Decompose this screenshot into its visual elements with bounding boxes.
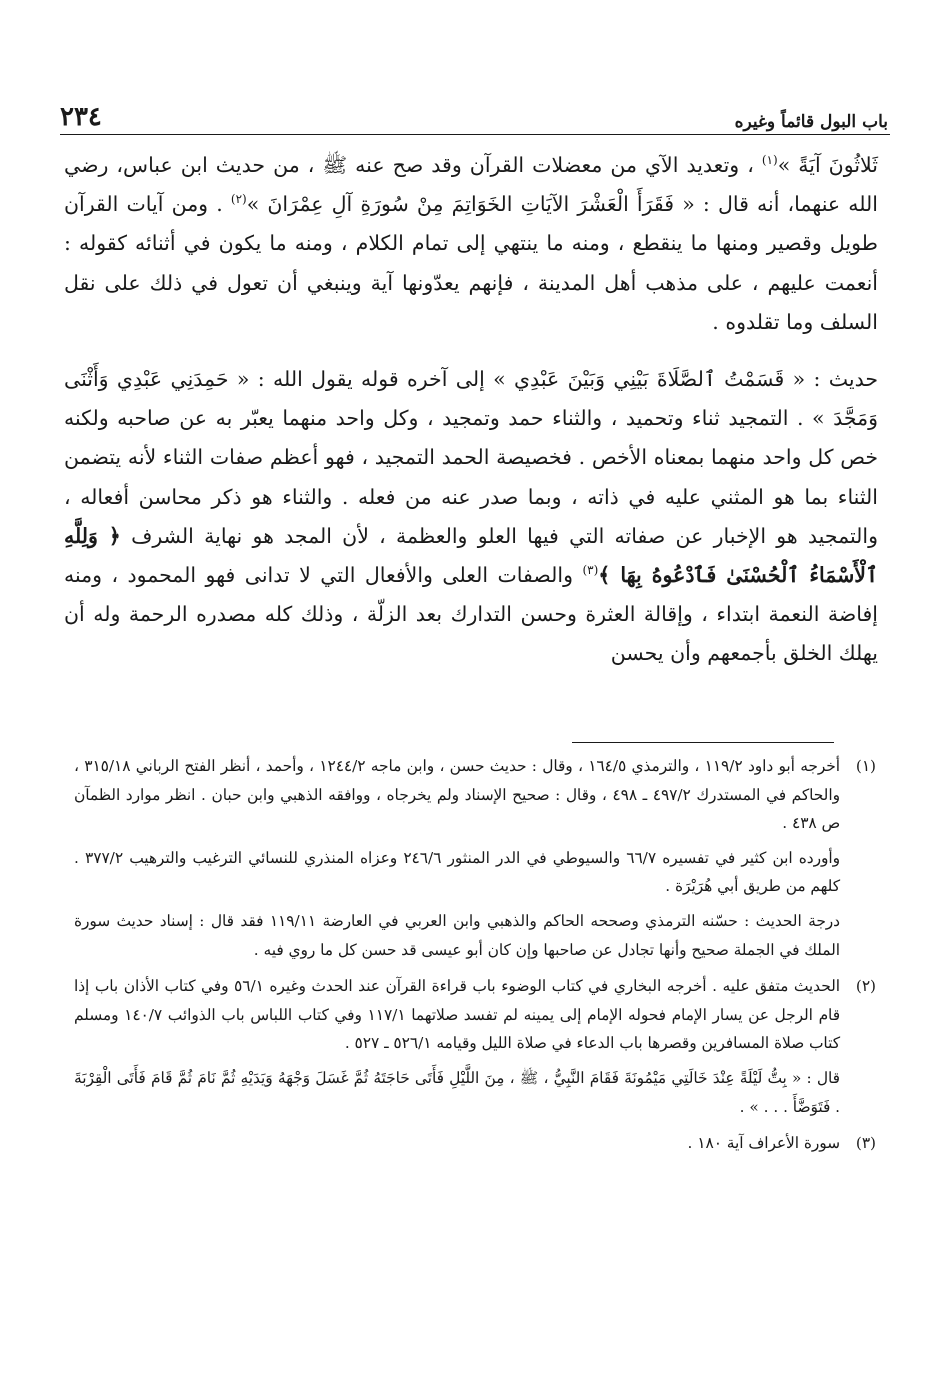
footnote-divider	[572, 742, 834, 743]
paragraph-2-end: والصفات العلى والأفعال التي لا تدانى فهو المحمود ، ومنه إفاضة النعمة ابتداء ، وإقالة العثرة وحسن التدارك بعد الزلّة ، وذلك كله مصدره الرحمة وله أن يهلك الخلق بأجمعهم وأن يحسن	[64, 563, 878, 666]
running-title: باب البول قائماً وغيره	[734, 112, 888, 132]
footnote-3-text: (٣)سورة الأعراف آية ١٨٠ .	[687, 1134, 876, 1153]
footnote-ref-3: (٣)	[582, 563, 599, 578]
paragraph-2-start: حديث : « قَسَمْتُ ٱلصَّلَاةَ بَيْنِي وَبَيْنَ عَبْدِي » إلى آخره قوله يقول الله : « حَمِدَنِي عَبْدِي وَأَثْنَى وَمَجَّدَ » . التمجيد ثناء وتحميد ، والثناء حمد وتمجيد ، وكل واحد منهما يعبّر به عن صاحبه ولكنه خص كل واحد منهما بمعناه الأخص . فخصيصة الحمد التمجيد ، فهو أعظم صفات الثناء لأنه يتضمن الثناء بما هو المثني عليه في ذاته ، وبما صدر عنه من فعله . والثناء هو ذكر محاسن أفعاله ، والتمجيد هو الإخبار عن صفاته التي فيها العلو والعظمة ، لأن المجد هو نهاية الشرف	[64, 367, 878, 548]
main-text	[64, 146, 878, 674]
page-header	[60, 96, 888, 132]
footnote-3	[74, 1129, 876, 1158]
footnote-1-extra: وأورده ابن كثير في تفسيره ٦٦/٧ والسيوطي في الدر المنثور ٢٤٦/٦ وعزاه المنذري للنسائي الترغيب والترهيب ٣٧٧/٢ . كلهم من طريق أبي هُرَيْرَة .	[74, 848, 840, 896]
footnote-ref-2: (٢)	[230, 192, 247, 207]
paragraph-1-start: ثَلاثُونَ آيَةً »	[777, 153, 878, 177]
quran-verse: ﴿ وَلِلَّهِ ٱلْأَسْمَاءُ ٱلْحُسْنَىٰ فَٱدْعُوهُ بِهَا ﴾	[64, 523, 878, 588]
paragraph-1-end: . ومن آيات القرآن طويل وقصير ومنها ما ينقطع ، ومنه ما ينتهي إلى تمام الكلام ، ومنه ما يكون في أثنائه كقوله : أنعمت عليهم ، على مذهب أهل المدينة ، فإنهم يعدّونها آية وينبغي أن تعول في ذلك على نقل السلف وما تقلدوه .	[64, 192, 878, 334]
footnote-1-sources: أخرجه أبو داود ١١٩/٢ ، والترمذي ١٦٤/٥ ، وقال : حديث حسن ، وابن ماجه ١٢٤٤/٢ ، وأحمد ، أنظر الفتح الرباني ٣١٥/١٨ ، والحاكم في المستدرك ٤٩٧/٢ ـ ٤٩٨ ، وقال : صحيح الإسناد ولم يخرجاه ، ووافقه الذهبي وابن حبان . انظر موارد الظمآن ص ٤٣٨ .	[74, 757, 841, 833]
page-number: ٢٣٤	[60, 102, 102, 132]
header-rule	[60, 134, 890, 135]
footnote-2-text: (٢)الحديث متفق عليه . أخرجه البخاري في كتاب الوضوء باب قراءة القرآن عند الحدث وغيره ٥٦/١ وفي كتاب الأذان باب إذا قام الرجل عن يسار الإمام فحوله الإمام إلى يمينه لم تفسد صلاتهما ١١٧/١ وفي كتاب اللباس باب الذوائب ١٤٠/٧ ومسلم كتاب صلاة المسافرين وقصرها باب الدعاء في صلاة الليل وقيامه ٥٢٦/١ ـ ٥٢٧ .	[74, 977, 876, 1053]
footnote-1-grading: درجة الحديث : حسّنه الترمذي وصححه الحاكم والذهبي وابن العربي في العارضة ١١٩/١١ فقد قال : إسناد حديث سورة الملك في الجملة صحيح وأنها تجادل عن صاحبها وإن كان أبو عيسى قد حسن كل ما روي فيه .	[74, 911, 840, 959]
footnote-1-text: (١)أخرجه أبو داود ١١٩/٢ ، والترمذي ١٦٤/٥ ، وقال : حديث حسن ، وابن ماجه ١٢٤٤/٢ ، وأحمد ، أنظر الفتح الرباني ٣١٥/١٨ ، والحاكم في المستدرك ٤٩٧/٢ ـ ٤٩٨ ، وقال : صحيح الإسناد ولم يخرجاه ، ووافقه الذهبي وابن حبان . انظر موارد الظمآن ص ٤٣٨ .	[74, 757, 877, 833]
footnote-1	[74, 752, 877, 964]
paragraph-1-middle: ، وتعديد الآي من معضلات القرآن وقد صح عنه ﷺ ، من حديث ابن عباس، رضي الله عنهما، أنه قال : « فَقَرَأَ الْعَشْرَ الآيَاتِ الخَوَاتِمَ مِنْ سُورَةِ آلِ عِمْرَانَ »	[64, 153, 878, 217]
footnote-2-hadith: قال : « بِتُّ لَيْلَةً عِنْدَ خَالَتِي مَيْمُونَةَ فَقَامَ النَّبِيُّ ، ﷺ ، مِنَ اللَّيْلِ فَأَتَى حَاجَتَهُ ثُمَّ غَسَلَ وَجْهَهُ وَيَدَيْهِ ثُمَّ نَامَ ثُمَّ قَامَ فَأَتَى الْقِرْبَةَ . فَتَوَضَّأَ . . . » .	[74, 1068, 840, 1116]
footnotes	[74, 752, 877, 1166]
paragraph-1	[64, 146, 878, 342]
footnote-ref-1: (١)	[761, 153, 778, 168]
footnote-3-reference: سورة الأعراف آية ١٨٠ .	[687, 1134, 840, 1153]
footnote-2-sources: الحديث متفق عليه . أخرجه البخاري في كتاب الوضوء باب قراءة القرآن عند الحدث وغيره ٥٦/١ وفي كتاب الأذان باب إذا قام الرجل عن يسار الإمام فحوله الإمام إلى يمينه لم تفسد صلاتهما ١١٧/١ وفي كتاب اللباس باب الذوائب ١٤٠/٧ ومسلم كتاب صلاة المسافرين وقصرها باب الدعاء في صلاة الليل وقيامه ٥٢٦/١ ـ ٥٢٧ .	[74, 977, 841, 1053]
paragraph-2	[64, 360, 878, 674]
footnote-2	[74, 972, 876, 1121]
